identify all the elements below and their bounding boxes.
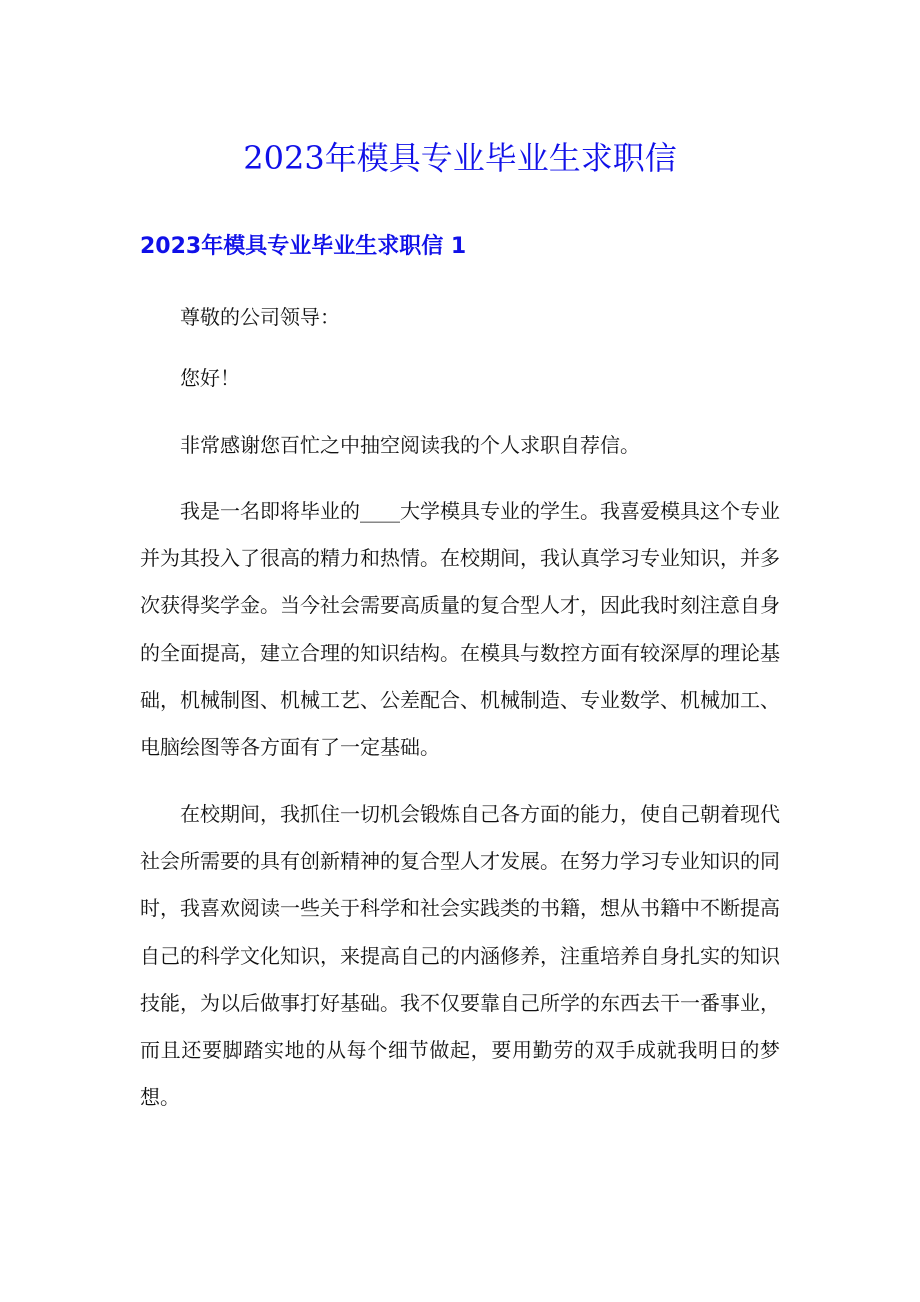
salutation-paragraph: 您好！ [180,366,240,390]
section-heading: 2023年模具专业毕业生求职信 1 [140,234,467,259]
thanks-paragraph: 非常感谢您百忙之中抽空阅读我的个人求职自荐信。 [180,433,640,457]
body-paragraph-1: 我是一名即将毕业的____大学模具专业的学生。我喜爱模具这个专业并为其投入了很高的精力和热情。在校期间，我认真学习专业知识，并多次获得奖学金。当今社会需要高质量的复合型人才，因此我时刻注意自身的全面提高，建立合理的知识结构。在模具与数控方面有较深厚的理论基础，机械制图、机械工艺、公差配合、机械制造、专业数学、机械加工、电脑绘图等各方面有了一定基础。 [140,499,780,760]
greeting-paragraph: 尊敬的公司领导： [180,305,340,329]
body-paragraph-2: 在校期间，我抓住一切机会锻炼自己各方面的能力，使自己朝着现代社会所需要的具有创新精神的复合型人才发展。在努力学习专业知识的同时，我喜欢阅读一些关于科学和社会实践类的书籍，想从书籍中不断提高自己的科学文化知识，来提高自己的内涵修养，注重培养自身扎实的知识技能，为以后做事打好基础。我不仅要靠自己所学的东西去干一番事业，而且还要脚踏实地的从每个细节做起，要用勤劳的双手成就我明日的梦想。 [140,802,780,1110]
document-title: 2023年模具专业毕业生求职信 [243,139,677,177]
